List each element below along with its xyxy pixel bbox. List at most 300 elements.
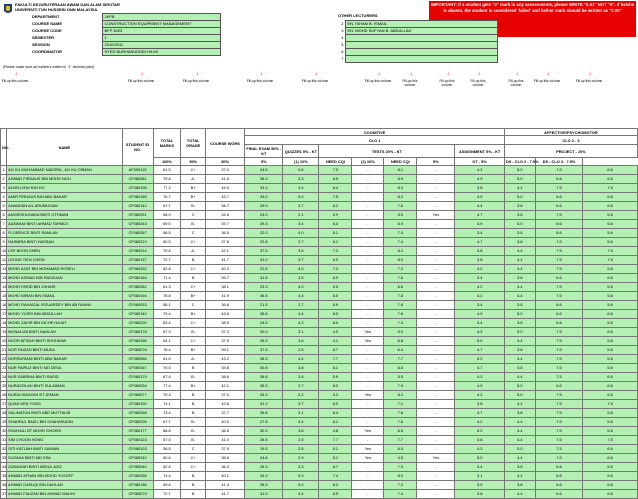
ds-clo3-cell[interactable]: 5.6 [583,301,638,310]
kt-cell[interactable]: 3.8 [504,211,535,220]
test-2-cell[interactable]: 7.8 [384,292,417,301]
student-id-cell[interactable]: CF080066 [122,355,153,364]
ds-clo3-cell[interactable]: 5.6 [583,238,638,247]
test-2-cell[interactable]: 7.7 [384,436,417,445]
student-id-cell[interactable]: CF080034 [122,382,153,391]
kt-cell[interactable]: 5.0 [504,175,535,184]
final-exam-cell[interactable]: 29.0 [245,202,283,211]
ds-clo3-cell[interactable]: 6.6 [583,391,638,400]
ds-clo2-cell[interactable]: 7.5 [535,265,582,274]
student-name-cell[interactable]: ZUBAIDAH BINTI ABDUL AZIZ [7,463,122,472]
ds-clo2-cell[interactable]: 7.5 [535,418,582,427]
ds-clo3-cell[interactable]: 7.5 [583,184,638,193]
test-1-cell[interactable]: 7.4 [319,472,352,481]
test-1-cell[interactable]: 5.9 [319,373,352,382]
student-id-cell[interactable]: CF080142 [122,202,153,211]
ds-clo2-cell[interactable]: 7.5 [535,400,582,409]
student-id-cell[interactable]: CF080200 [122,319,153,328]
final-exam-cell[interactable]: 34.3 [245,472,283,481]
student-id-cell[interactable]: CF080219 [122,238,153,247]
ds-clo3-cell[interactable]: 6.6 [583,193,638,202]
test-1-cell[interactable]: 8.5 [319,490,352,499]
final-exam-cell[interactable]: 22.0 [245,229,283,238]
ds-clo2-cell[interactable]: 7.5 [535,454,582,463]
student-name-cell[interactable]: FLORENCE BINTI RAMLAN [7,229,122,238]
final-exam-cell[interactable]: 30.8 [245,364,283,373]
assignment-cell[interactable]: 3.8 [455,256,504,265]
student-name-cell[interactable]: SUZANA BINTI MD ESA [7,454,122,463]
assignment-cell[interactable]: 4.7 [455,211,504,220]
final-exam-cell[interactable]: 38.3 [245,355,283,364]
kt-cell[interactable]: 3.8 [504,229,535,238]
student-id-cell[interactable]: CF080214 [122,247,153,256]
ds-clo3-cell[interactable]: 6.6 [583,445,638,454]
kt-cell[interactable]: 4.4 [504,454,535,463]
lecturer-name-field[interactable]: EN. ISHAM B. ISMAIL [345,21,497,28]
test-1-cell[interactable]: 8.5 [319,310,352,319]
student-name-cell[interactable]: AZAWANI BINTI AHMAD TARMIZI [7,220,122,229]
final-exam-cell[interactable]: 30.3 [245,427,283,436]
test-2-cell[interactable]: 6.8 [384,337,417,346]
ds-clo2-cell[interactable]: 7.5 [535,409,582,418]
kt-cell[interactable]: 5.0 [504,310,535,319]
ds-clo2-cell[interactable]: 7.5 [535,211,582,220]
test-2-cell[interactable]: 5.0 [384,328,417,337]
final-exam-cell[interactable]: 24.0 [245,211,283,220]
student-name-cell[interactable]: NURAZZILAH BINTI SULAIMAN [7,382,122,391]
test-2-cell[interactable]: 7.7 [384,355,417,364]
test-2-cell[interactable]: 7.6 [384,409,417,418]
ds-clo3-cell[interactable]: 5.6 [583,211,638,220]
assignment-cell[interactable]: 3.8 [455,490,504,499]
ds-clo2-cell[interactable]: 7.5 [535,346,582,355]
lecturer-name-field[interactable] [345,35,497,42]
quizzes-cell[interactable]: 4.4 [283,310,319,319]
quizzes-cell[interactable]: 3.8 [283,373,319,382]
student-id-cell[interactable]: CF080205 [122,418,153,427]
test-2-cell[interactable]: 8.2 [384,193,417,202]
ds-clo2-cell[interactable]: 6.6 [535,193,582,202]
test-1-cell[interactable]: 6.2 [319,202,352,211]
kt-cell[interactable]: 4.4 [504,265,535,274]
ds-clo2-cell[interactable]: 7.5 [535,292,582,301]
lecturer-name-field[interactable] [345,56,497,63]
assignment-cell[interactable]: 5.0 [455,427,504,436]
final-exam-cell[interactable]: 21.5 [245,301,283,310]
ds-clo2-cell[interactable]: 7.5 [535,238,582,247]
student-name-cell[interactable]: MOHD ASWAD BIN RADZUAN [7,274,122,283]
final-exam-cell[interactable]: 27.8 [245,418,283,427]
student-name-cell[interactable]: HASMIRA BINTI HASSAN [7,238,122,247]
kt-cell[interactable]: 4.4 [504,418,535,427]
ds-clo2-cell[interactable]: 7.5 [535,283,582,292]
assignment-cell[interactable]: 4.7 [455,364,504,373]
student-id-cell[interactable]: CF080155 [122,193,153,202]
student-name-cell[interactable]: SALIMATUN BINTI ABD MUTTALIB [7,409,122,418]
final-exam-cell[interactable]: 22.8 [245,238,283,247]
student-name-cell[interactable]: NORSURIANI BINTI ABU BAKAR [7,355,122,364]
ds-clo2-cell[interactable]: 6.6 [535,472,582,481]
test-1-cell[interactable]: 4.1 [319,337,352,346]
assignment-cell[interactable]: 4.4 [455,202,504,211]
ds-clo3-cell[interactable]: 5.6 [583,337,638,346]
ds-clo3-cell[interactable]: 5.6 [583,265,638,274]
test-2-cell[interactable]: 7.4 [384,490,417,499]
student-name-cell[interactable]: AHMAD AFNAN BIN MOHD YUSOFF [7,472,122,481]
kt-cell[interactable]: 3.8 [504,274,535,283]
test-1-cell[interactable]: 7.7 [319,436,352,445]
test-2-cell[interactable]: 7.8 [384,418,417,427]
test-1-cell[interactable]: 3.3 [319,391,352,400]
kt-cell[interactable]: 5.0 [504,193,535,202]
assignment-cell[interactable]: 3.9 [455,481,504,490]
kt-cell[interactable]: 4.4 [504,337,535,346]
ds-clo3-cell[interactable]: 7.5 [583,256,638,265]
test-2-cell[interactable]: 7.2 [384,265,417,274]
info-value-field[interactable]: SYED BURHANUDDIN HILMI [102,49,220,56]
quizzes-cell[interactable]: 2.9 [283,454,319,463]
test-1-cell[interactable]: 8.9 [319,400,352,409]
test-2-cell[interactable]: 4.5 [384,454,417,463]
assignment-cell[interactable]: 3.8 [455,247,504,256]
ds-clo2-cell[interactable]: 6.6 [535,274,582,283]
final-exam-cell[interactable]: 37.5 [245,247,283,256]
assignment-cell[interactable]: 5.0 [455,454,504,463]
student-name-cell[interactable]: LEE BOON SHEN [7,247,122,256]
student-id-cell[interactable]: CF080106 [122,184,153,193]
student-name-cell[interactable]: SITI KATIJAH BINTI SAIMAN [7,445,122,454]
student-id-cell[interactable]: CF080164 [122,274,153,283]
student-id-cell[interactable]: CF080140 [122,310,153,319]
ds-clo2-cell[interactable]: 7.5 [535,337,582,346]
test-2-cell[interactable]: 5.5 [384,373,417,382]
test-1-cell[interactable]: 6.1 [319,238,352,247]
test-2-cell[interactable]: 7.6 [384,310,417,319]
test-1-cell[interactable]: 6.1 [319,418,352,427]
quizzes-cell[interactable]: 2.5 [283,346,319,355]
final-exam-cell[interactable]: 26.3 [245,463,283,472]
quizzes-cell[interactable]: 5.0 [283,481,319,490]
test-1-cell[interactable]: 6.4 [319,220,352,229]
ds-clo3-cell[interactable]: 6.6 [583,382,638,391]
quizzes-cell[interactable]: 3.5 [283,247,319,256]
test-2-cell[interactable]: 6.6 [384,283,417,292]
kt-cell[interactable]: 4.4 [504,400,535,409]
final-exam-cell[interactable]: 31.0 [245,490,283,499]
ds-clo2-cell[interactable]: 7.5 [535,184,582,193]
student-id-cell[interactable]: CF080177 [122,427,153,436]
student-id-cell[interactable]: CF080079 [122,490,153,499]
assignment-cell[interactable]: 3.4 [455,229,504,238]
student-id-cell[interactable]: CF080136 [122,481,153,490]
quizzes-cell[interactable]: 4.0 [283,229,319,238]
test-1-cell[interactable]: 8.3 [319,481,352,490]
final-exam-cell[interactable]: 29.3 [245,220,283,229]
final-exam-cell[interactable]: 31.8 [245,274,283,283]
test-2-cell[interactable]: 8.2 [384,247,417,256]
ds-clo2-cell[interactable]: 7.5 [535,391,582,400]
final-exam-cell[interactable]: 38.3 [245,175,283,184]
assignment-cell[interactable]: 4.9 [455,193,504,202]
student-name-cell[interactable]: ANGRISHUHADA BINTI OTHMAN [7,211,122,220]
student-id-cell[interactable]: CF080232 [122,265,153,274]
test-2-cell[interactable]: 7.0 [384,229,417,238]
assignment-cell[interactable]: 4.9 [455,310,504,319]
assignment-cell[interactable]: 4.2 [455,418,504,427]
ds-clo2-cell[interactable]: 6.6 [535,490,582,499]
final-exam-cell[interactable]: 37.3 [245,346,283,355]
student-name-cell[interactable]: MOHD ZAKIR BIN INCHE HAJAT [7,319,122,328]
kt-cell[interactable]: 4.4 [504,427,535,436]
assignment-cell[interactable]: 4.7 [455,238,504,247]
kt-cell[interactable]: 5.0 [504,166,535,175]
test-2-cell[interactable]: 7.6 [384,202,417,211]
final-exam-cell[interactable]: 26.3 [245,337,283,346]
ds-clo3-cell[interactable]: 6.6 [583,175,638,184]
ds-clo3-cell[interactable]: 6.6 [583,490,638,499]
student-id-cell[interactable]: CF080123 [122,436,153,445]
final-exam-cell[interactable]: 28.3 [245,481,283,490]
quizzes-cell[interactable]: 5.0 [283,472,319,481]
test-1-cell[interactable]: 5.1 [319,445,352,454]
final-exam-cell[interactable]: 24.5 [245,166,283,175]
quizzes-cell[interactable]: 3.8 [283,427,319,436]
ds-clo3-cell[interactable]: 6.6 [583,220,638,229]
lecturer-name-field[interactable] [345,42,497,49]
ds-clo2-cell[interactable]: 7.5 [535,247,582,256]
student-name-cell[interactable]: ALVIN LIEW KIM HO [7,184,122,193]
student-id-cell[interactable]: CF080137 [122,256,153,265]
assignment-cell[interactable]: 4.3 [455,328,504,337]
student-id-cell[interactable]: CF080179 [122,373,153,382]
ds-clo2-cell[interactable]: 6.6 [535,463,582,472]
assignment-cell[interactable]: 4.3 [455,166,504,175]
ds-clo2-cell[interactable]: 6.6 [535,481,582,490]
kt-cell[interactable]: 3.8 [504,346,535,355]
info-value-field[interactable]: BFP 4023 [102,28,220,35]
test-1-cell[interactable]: 8.1 [319,364,352,373]
quizzes-cell[interactable]: 3.7 [283,400,319,409]
quizzes-cell[interactable]: 3.3 [283,463,319,472]
ds-clo3-cell[interactable]: 6.6 [583,427,638,436]
ds-clo3-cell[interactable]: 6.6 [583,310,638,319]
test-1-cell[interactable]: 4.8 [319,427,352,436]
test-1-cell[interactable]: 7.5 [319,166,352,175]
final-exam-cell[interactable]: 36.5 [245,292,283,301]
test-1-cell[interactable]: 8.0 [319,319,352,328]
test-2-cell[interactable]: 8.1 [384,166,417,175]
test-2-cell[interactable]: 6.5 [384,427,417,436]
test-2-cell[interactable]: 6.9 [384,220,417,229]
student-name-cell[interactable]: SHUHAILI BT MOHD SHOKRI [7,427,122,436]
assignment-cell[interactable]: 3.8 [455,400,504,409]
kt-cell[interactable]: 3.8 [504,238,535,247]
assignment-cell[interactable]: 5.0 [455,337,504,346]
student-name-cell[interactable]: SHAHRUL BAZLI BIN SHAHARUDIN [7,418,122,427]
student-name-cell[interactable]: AHMAD DASUQI BIN DAHLAN [7,481,122,490]
test-1-cell[interactable]: 6.4 [319,409,352,418]
test-1-cell[interactable]: 7.3 [319,247,352,256]
final-exam-cell[interactable]: 33.3 [245,391,283,400]
quizzes-cell[interactable]: 2.1 [283,211,319,220]
ds-clo3-cell[interactable]: 5.6 [583,418,638,427]
ds-clo3-cell[interactable]: 6.6 [583,202,638,211]
test-2-cell[interactable]: 7.9 [384,382,417,391]
ds-clo3-cell[interactable]: 5.6 [583,463,638,472]
test-1-cell[interactable]: 8.7 [319,346,352,355]
kt-cell[interactable]: 4.4 [504,184,535,193]
ds-clo3-cell[interactable]: 7.5 [583,400,638,409]
quizzes-cell[interactable]: 4.4 [283,355,319,364]
ds-clo3-cell[interactable]: 6.6 [583,355,638,364]
quizzes-cell[interactable]: 4.2 [283,319,319,328]
quizzes-cell[interactable]: 4.4 [283,292,319,301]
student-id-cell[interactable]: CF080281 [122,175,153,184]
kt-cell[interactable]: 5.0 [504,382,535,391]
kt-cell[interactable]: 5.0 [504,445,535,454]
quizzes-cell[interactable]: 4.4 [283,184,319,193]
kt-cell[interactable]: 3.8 [504,301,535,310]
test-1-cell[interactable]: 4.9 [319,328,352,337]
student-id-cell[interactable]: CF080256 [122,472,153,481]
test-2-cell[interactable]: 8.9 [384,175,417,184]
assignment-cell[interactable]: 4.9 [455,220,504,229]
ds-clo3-cell[interactable]: 5.6 [583,409,638,418]
student-id-cell[interactable]: AF090115 [122,166,153,175]
ds-clo3-cell[interactable]: 6.6 [583,166,638,175]
kt-cell[interactable]: 4.4 [504,490,535,499]
ds-clo2-cell[interactable]: 7.5 [535,373,582,382]
final-exam-cell[interactable]: 26.5 [245,436,283,445]
final-exam-cell[interactable]: 35.8 [245,310,283,319]
student-name-cell[interactable]: AMIR FIRDAUS BIN ABU BAKAR [7,193,122,202]
kt-cell[interactable]: 4.4 [504,472,535,481]
final-exam-cell[interactable]: 24.5 [245,319,283,328]
test-2-cell[interactable]: 5.0 [384,211,417,220]
test-2-cell[interactable]: 7.4 [384,238,417,247]
kt-cell[interactable]: 4.4 [504,436,535,445]
ds-clo2-cell[interactable]: 7.5 [535,256,582,265]
ds-clo2-cell[interactable]: 7.5 [535,364,582,373]
test-2-cell[interactable]: 7.8 [384,274,417,283]
student-id-cell[interactable]: CF080167 [122,364,153,373]
lecturer-name-field[interactable]: EN. MOHD SUFYAN B. ABDULLAH [345,28,497,35]
kt-cell[interactable]: 4.4 [504,373,535,382]
student-id-cell[interactable]: CF080251 [122,211,153,220]
student-id-cell[interactable]: CF080267 [122,229,153,238]
ds-clo3-cell[interactable]: 5.6 [583,472,638,481]
quizzes-cell[interactable]: 4.0 [283,283,319,292]
test-2-cell[interactable]: 7.6 [384,301,417,310]
quizzes-cell[interactable]: 2.7 [283,382,319,391]
ds-clo2-cell[interactable]: 6.6 [535,319,582,328]
test-2-cell[interactable]: 8.0 [384,256,417,265]
test-1-cell[interactable]: 5.5 [319,283,352,292]
final-exam-cell[interactable]: 23.3 [245,283,283,292]
ds-clo3-cell[interactable]: 7.5 [583,436,638,445]
assignment-cell[interactable]: 4.3 [455,373,504,382]
assignment-cell[interactable]: 3.4 [455,463,504,472]
test-2-cell[interactable]: 7.2 [384,481,417,490]
ds-clo2-cell[interactable]: 7.5 [535,166,582,175]
test-1-cell[interactable]: 6.9 [319,301,352,310]
student-name-cell[interactable]: MOHD AZAT BIN MOHAMAD ROSELI [7,265,122,274]
student-name-cell[interactable]: NURULHIDAYAH BT JEMAN [7,391,122,400]
ds-clo2-cell[interactable]: 6.6 [535,382,582,391]
ds-clo2-cell[interactable]: 7.5 [535,445,582,454]
ds-clo2-cell[interactable]: 6.6 [535,175,582,184]
final-exam-cell[interactable]: 28.8 [245,373,283,382]
test-2-cell[interactable]: 6.5 [384,364,417,373]
test-2-cell[interactable]: 7.0 [384,463,417,472]
kt-cell[interactable]: 5.0 [504,391,535,400]
ds-clo3-cell[interactable]: 5.6 [583,364,638,373]
quizzes-cell[interactable]: 3.4 [283,220,319,229]
ds-clo3-cell[interactable]: 6.6 [583,274,638,283]
final-exam-cell[interactable]: 31.3 [245,400,283,409]
student-id-cell[interactable]: CF080240 [122,454,153,463]
assignment-cell[interactable]: 3.4 [455,274,504,283]
test-1-cell[interactable]: 8.0 [319,292,352,301]
test-2-cell[interactable]: 8.3 [384,184,417,193]
student-id-cell[interactable]: CF080268 [122,409,153,418]
student-name-cell[interactable]: NUR FAIRUZ BINTI MD DESA [7,364,122,373]
test-1-cell[interactable]: 5.9 [319,211,352,220]
assignment-cell[interactable]: 3.4 [455,301,504,310]
final-exam-cell[interactable]: 30.0 [245,328,283,337]
info-value-field[interactable]: 2010/2011 [102,42,220,49]
assignment-cell[interactable]: 4.2 [455,283,504,292]
test-2-cell[interactable]: 7.3 [384,319,417,328]
test-1-cell[interactable]: 8.4 [319,184,352,193]
kt-cell[interactable]: 5.0 [504,220,535,229]
info-value-field[interactable]: 1 [102,35,220,42]
quizzes-cell[interactable]: 3.1 [283,328,319,337]
student-name-cell[interactable]: QUAH KEN YONG [7,400,122,409]
quizzes-cell[interactable]: 3.8 [283,364,319,373]
student-id-cell[interactable]: CF080196 [122,337,153,346]
test-1-cell[interactable]: 6.1 [319,229,352,238]
student-name-cell[interactable]: MOHD IMRAN BIN ISMAIL [7,292,122,301]
assignment-cell[interactable]: 4.2 [455,292,504,301]
student-id-cell[interactable]: CF080076 [122,346,153,355]
ds-clo2-cell[interactable]: 7.5 [535,355,582,364]
student-id-cell[interactable]: CF080282 [122,283,153,292]
info-value-field[interactable]: JKPB [102,14,220,21]
ds-clo2-cell[interactable]: 7.5 [535,328,582,337]
final-exam-cell[interactable]: 31.0 [245,256,283,265]
kt-cell[interactable]: 4.4 [504,355,535,364]
ds-clo3-cell[interactable]: 6.6 [583,373,638,382]
ds-clo3-cell[interactable]: 5.6 [583,229,638,238]
assignment-cell[interactable]: 4.9 [455,175,504,184]
student-id-cell[interactable]: CF080103 [122,445,153,454]
kt-cell[interactable]: 3.8 [504,202,535,211]
quizzes-cell[interactable]: 2.1 [283,409,319,418]
quizzes-cell[interactable]: 4.4 [283,490,319,499]
test-1-cell[interactable]: 7.5 [319,193,352,202]
student-id-cell[interactable]: CF080194 [122,292,153,301]
student-name-cell[interactable]: MONALIZA BINTI DAHLAN [7,328,122,337]
final-exam-cell[interactable]: 35.3 [245,382,283,391]
ds-clo2-cell[interactable]: 6.6 [535,202,582,211]
student-name-cell[interactable]: NOOR AFIZAH BINTI SHOHAIMI [7,337,122,346]
quizzes-cell[interactable]: 3.5 [283,274,319,283]
ds-clo3-cell[interactable]: 6.6 [583,328,638,337]
student-name-cell[interactable]: NOR FAIZAH BINTI MUSA [7,346,122,355]
lecturer-name-field[interactable] [345,49,497,56]
kt-cell[interactable]: 3.8 [504,463,535,472]
